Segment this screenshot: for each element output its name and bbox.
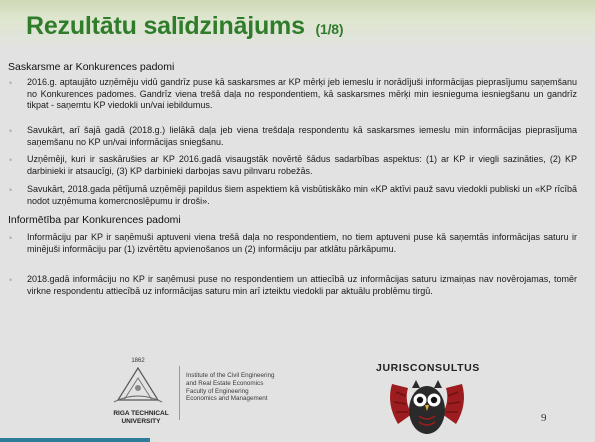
partner-name: JURISCONSULTUS (376, 362, 480, 374)
bullet-icon: • (9, 275, 13, 285)
rtu-year: 1862 (131, 358, 145, 364)
bullet-text: Savukārt, 2018.gada pētījumā uzņēmēji papildus šiem aspektiem kā visbūtiskāko min «KP aktīvi pauž savu viedokli publiski un «KP rīcībā nodot uzņēmuma komercnoslēpumu ir droši». (27, 184, 577, 206)
section-heading-awareness: Informētība par Konkurences padomi (8, 214, 181, 226)
institute-line2: and Real Estate Economics (186, 379, 264, 387)
slide-title-counter: (1/8) (315, 21, 344, 37)
bullet-text: Informāciju par KP ir saņēmuši aptuveni viena trešā daļa no respondentiem, no tiem aptuveni puse kā saņemtās informācijas saturu ir minējuši informāciju par (1) izvērtētu apvienošanos un (2) informāciju par atklātu pārkāpumu. (27, 232, 577, 254)
bullet-text: 2016.g. aptaujāto uzņēmēju vidū gandrīz puse kā saskarsmes ar KP mērķi jeb iemeslu ir norādījuši informācijas pieprasījumu saņemšanu no Konkurences padomes. Gandrīz viena trešā daļa no respondentiem, kā saskarsmes mērķi min iesniegumа iesniegšanu un gandrīz tikpat - saņemtu KP viedokli un/vai iebildumus. (27, 77, 577, 111)
bullet-text: 2018.gadā informāciju no KP ir saņēmusi puse no respondentiem un attiecībā uz informācijas saturu izmaiņas nav novērojamas, tomēr virkne respondentu attiecībā uz informācijas saturu min arī izteiktu viedokli par aktuālu problēmu tirgū. (27, 274, 577, 296)
slide-title-main: Rezultātu salīdzinājums (26, 12, 305, 40)
rtu-name-line1: RIGA TECHNICAL (113, 410, 169, 417)
page-number: 9 (541, 412, 547, 424)
bottom-accent-line (0, 438, 150, 442)
section-heading-contact: Saskarsme ar Konkurences padomi (8, 61, 175, 73)
faculty-line2: Economics and Management (186, 395, 268, 403)
owl-logo-icon (384, 374, 470, 438)
bullet-icon: • (9, 78, 13, 88)
slide-footer (0, 350, 595, 442)
bullet-icon: • (9, 155, 13, 165)
institute-line1: Institute of the Civil Engineering (186, 372, 275, 379)
footer-divider (179, 366, 180, 420)
bullet-icon: • (9, 233, 13, 243)
rtu-logo-icon (108, 354, 168, 418)
bullet-icon: • (9, 185, 13, 195)
bullet-text: Savukārt, arī šajā gadā (2018.g.) lielākā daļa jeb viena trešdaļa respondentu kā saskarsmes iemeslu min informācijas pieprasījuma saņemšanu no KP un/vai informācijas sniegšanu. (27, 125, 577, 147)
slide-title (26, 12, 343, 41)
bullet-icon: • (9, 126, 13, 136)
rtu-name-line2: UNIVERSITY (121, 418, 161, 425)
bullet-text: Uzņēmēji, kuri ir saskārušies ar KP 2016.gadā visaugstāk novērtē šādus sadarbības aspektus: (1) ar KP ir viegli sazināties, (2) KP darbinieki ir atsaucīgi, (3) KP darbinieki darbojas savu pilnvaru robežās. (27, 154, 577, 176)
faculty-line1: Faculty of Engineering (186, 387, 249, 395)
institute-text (186, 372, 346, 403)
rtu-name (102, 410, 180, 426)
